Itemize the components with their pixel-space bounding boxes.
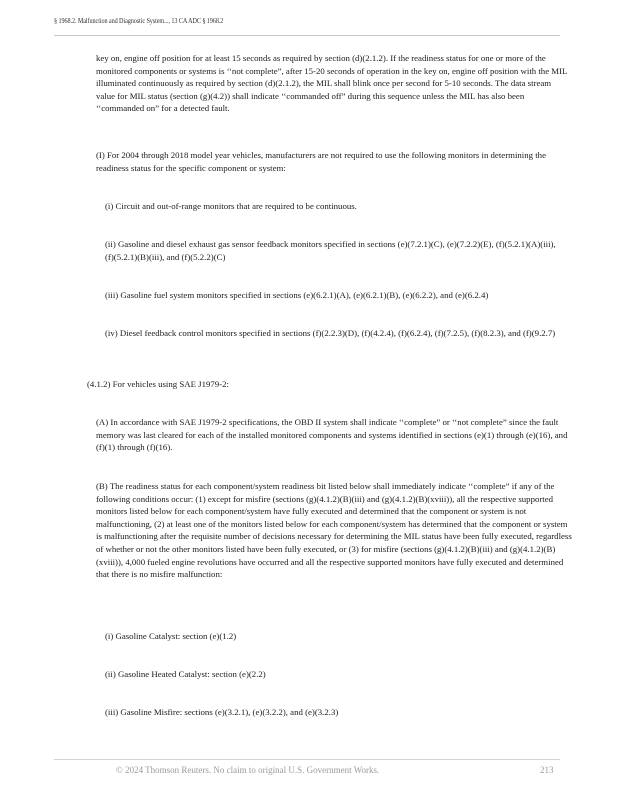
- list-item-ii-heated-catalyst: (ii) Gasoline Heated Catalyst: section (e)(2.2): [105, 669, 266, 679]
- running-head: § 1968.2. Malfunction and Diagnostic System..., 13 CA ADC § 1968.2: [54, 17, 224, 25]
- list-item-iv-diesel-feedback: (iv) Diesel feedback control monitors specified in sections (f)(2.2.3)(D), (f)(4.2.4), (f)(6.2.4), (f)(7.2.5), (f)(8.2.3), and (f)(9.2.7): [105, 328, 556, 338]
- copyright-notice: © 2024 Thomson Reuters. No claim to original U.S. Government Works.: [116, 765, 380, 775]
- page-number: 213: [540, 765, 554, 775]
- list-item-iii-gasoline-misfire: (iii) Gasoline Misfire: sections (e)(3.2.1), (e)(3.2.2), and (e)(3.2.3): [105, 707, 339, 717]
- list-item-i-gasoline-catalyst: (i) Gasoline Catalyst: section (e)(1.2): [105, 631, 237, 641]
- section-heading-4-1-2: (4.1.2) For vehicles using SAE J1979-2:: [87, 379, 229, 389]
- footer-divider: [54, 759, 560, 760]
- paragraph-mil-readiness: key on, engine off position for at least 15 seconds as required by section (d)(2.1.2). If the readiness status for one or more of the monitored components or systems is ‘‘not complete”, after 15-20 seconds of operation in the key on, engine off position with the MIL illuminated continuously as required by section (d)(2.1.2), the MIL shall blink once per second for 5-10 seconds. The data stream value for MIL status (section (g)(4.2)) shall indicate ‘‘commanded off” during this sequence unless the MIL has also been ‘‘commanded on” for a detected fault.: [96, 53, 568, 114]
- paragraph-a-j1979-2: (A) In accordance with SAE J1979-2 specifications, the OBD II system shall indicate ‘‘complete” or ‘‘not complete” since the fault memory was last cleared for each of the installed monitored components and systems identified in sections (e)(1) through (e)(16), and (f)(1) through (f)(16).: [96, 417, 568, 453]
- header-divider: [54, 35, 560, 36]
- paragraph-b-readiness-bits: (B) The readiness status for each component/system readiness bit listed below shall immediately indicate ‘‘complete” if any of the following conditions occur: (1) except for misfire (sections (g)(4.1.2)(B)(iii) and (g)(4.1.2)(B)(xviii)), all the respective supported monitors listed below for each component/system have fully executed and determined that the component or system is not malfunctioning, (2) at least one of the monitors listed below for each component/system has determined that the component or system is malfunctioning after the requisite number of decisions necessary for determining the MIL status have been fully executed, regardless of whether or not the other monitors listed have been fully executed, or (3) for misfire (sections (g)(4.1.2)(B)(iii) and (g)(4.1.2)(B)(xviii)), 4,000 fueled engine revolutions have occurred and all the respective supported monitors have fully executed and determined that there is no misfire malfunction:: [96, 481, 572, 580]
- list-item-ii-exhaust-gas-sensor: (ii) Gasoline and diesel exhaust gas sensor feedback monitors specified in sections (e)(7.2.1)(C), (e)(7.2.2)(E), (f)(5.2.1)(A)(iii), (f)(5.2.1)(B)(iii), and (f)(5.2.2)(C): [105, 239, 556, 262]
- list-item-iii-fuel-system: (iii) Gasoline fuel system monitors specified in sections (e)(6.2.1)(A), (e)(6.2.1)(B), (e)(6.2.2), and (e)(6.2.4): [105, 290, 489, 300]
- list-item-i-circuit-monitors: (i) Circuit and out-of-range monitors that are required to be continuous.: [105, 201, 357, 211]
- paragraph-l-monitors-exemption: (I) For 2004 through 2018 model year vehicles, manufacturers are not required to use the following monitors in determining the readiness status for the specific component or system:: [96, 150, 546, 173]
